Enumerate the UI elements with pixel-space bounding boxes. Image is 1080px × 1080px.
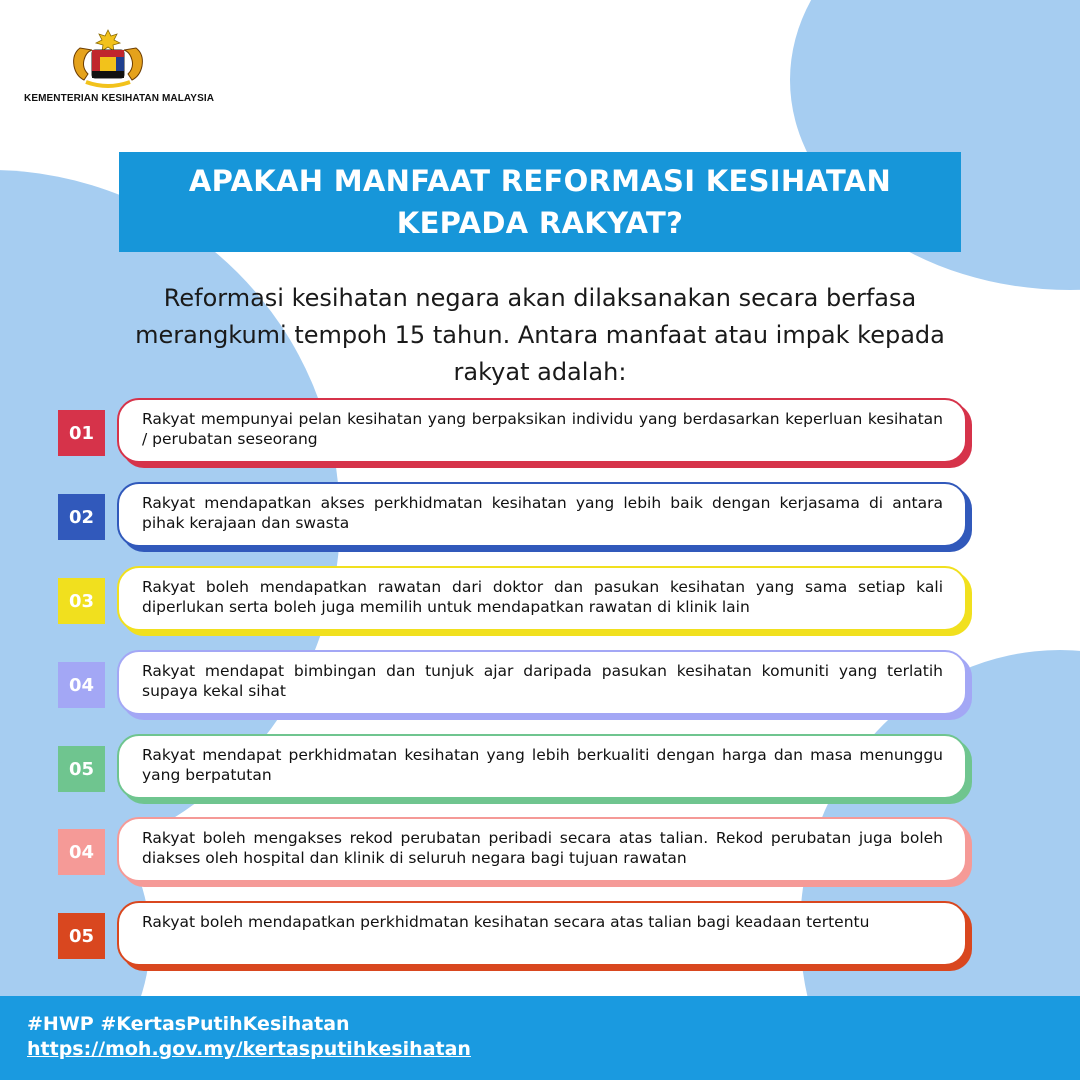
item-card: Rakyat mempunyai pelan kesihatan yang berpaksikan individu yang berdasarkan keperluan kesihatan / perubatan seseorang: [117, 398, 967, 463]
intro-line-1: Reformasi kesihatan negara akan dilaksanakan secara berfasa: [163, 284, 917, 312]
item-number-badge: 02: [58, 494, 105, 540]
item-number-badge: 04: [58, 662, 105, 708]
item-card: Rakyat mendapatkan akses perkhidmatan kesihatan yang lebih baik dengan kerjasama di antara pihak kerajaan dan swasta: [117, 482, 967, 547]
list-item: [58, 650, 972, 720]
item-card: Rakyat boleh mendapatkan perkhidmatan kesihatan secara atas talian bagi keadaan tertentu: [117, 901, 967, 966]
hashtags: #HWP #KertasPutihKesihatan: [27, 1013, 350, 1035]
item-card: Rakyat boleh mendapatkan rawatan dari doktor dan pasukan kesihatan yang sama setiap kali diperlukan serta boleh juga memilih untuk mendapatkan rawatan di klinik lain: [117, 566, 967, 631]
item-number-badge: 04: [58, 829, 105, 875]
item-number-badge: 03: [58, 578, 105, 624]
title-line-2: KEPADA RAKYAT?: [396, 206, 684, 240]
intro-line-2: merangkumi tempoh 15 tahun. Antara manfaat atau impak kepada: [135, 321, 945, 349]
item-number-badge: 05: [58, 913, 105, 959]
list-item: [58, 734, 972, 804]
list-item: [58, 566, 972, 636]
item-number-badge: 01: [58, 410, 105, 456]
item-card: Rakyat boleh mengakses rekod perubatan peribadi secara atas talian. Rekod perubatan juga boleh diakses oleh hospital dan klinik di seluruh negara bagi tujuan rawatan: [117, 817, 967, 882]
item-number-badge: 05: [58, 746, 105, 792]
list-item: [58, 817, 972, 887]
coat-of-arms-logo: [62, 26, 154, 90]
list-item: [58, 482, 972, 552]
website-link[interactable]: https://moh.gov.my/kertasputihkesihatan: [27, 1038, 471, 1060]
title-line-1: APAKAH MANFAAT REFORMASI KESIHATAN: [188, 164, 892, 198]
ministry-name: KEMENTERIAN KESIHATAN MALAYSIA: [24, 93, 215, 104]
item-card: Rakyat mendapat bimbingan dan tunjuk ajar daripada pasukan kesihatan komuniti yang terlatih supaya kekal sihat: [117, 650, 967, 715]
intro-line-3: rakyat adalah:: [453, 358, 627, 386]
list-item: [58, 901, 972, 971]
title-banner: [119, 152, 961, 252]
intro-paragraph: [40, 280, 1040, 391]
item-card: Rakyat mendapat perkhidmatan kesihatan yang lebih berkualiti dengan harga dan masa menunggu yang berpatutan: [117, 734, 967, 799]
list-item: [58, 398, 972, 468]
